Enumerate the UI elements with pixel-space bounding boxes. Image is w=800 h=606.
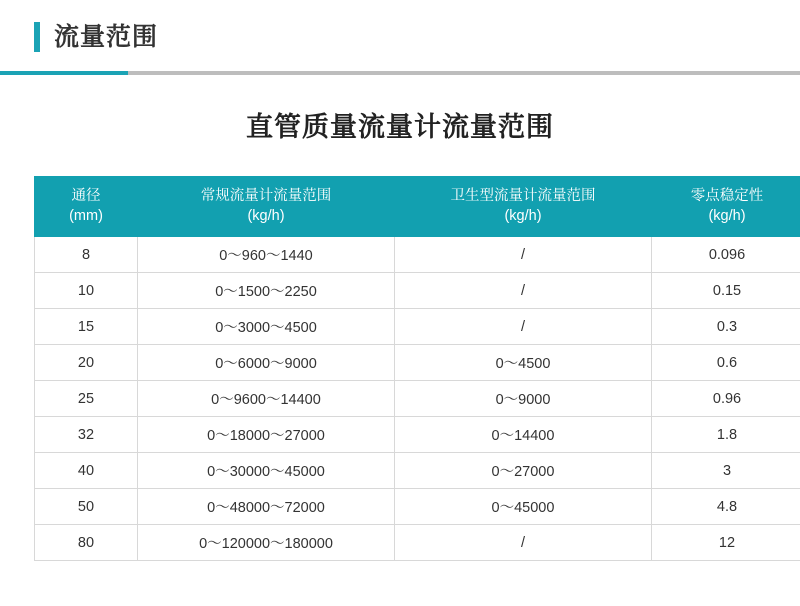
header-divider [0,71,800,75]
column-header-sanitary-range [395,177,652,237]
cell-zero-stability: 1.8 [652,417,800,453]
column-header-zero-stability [652,177,800,237]
cell-standard-range: 0～30000～45000 [138,453,395,489]
column-header-sanitary-range-line2: (kg/h) [504,207,542,224]
cell-diameter: 40 [35,453,138,489]
cell-zero-stability: 3 [652,453,800,489]
column-header-diameter-line1: 通径 [71,188,101,204]
column-header-diameter [35,177,138,237]
cell-standard-range: 0～6000～9000 [138,345,395,381]
table-row [35,345,800,381]
column-header-diameter-line2: (mm) [69,207,103,224]
cell-standard-range: 0～9600～14400 [138,381,395,417]
table-row [35,489,800,525]
cell-standard-range: 0～48000～72000 [138,489,395,525]
cell-sanitary-range: / [395,237,652,273]
header-accent-bar [34,22,40,52]
column-header-standard-range-line2: (kg/h) [247,207,285,224]
cell-diameter: 8 [35,237,138,273]
table-body [35,237,800,561]
flow-range-table [34,176,800,561]
table-row [35,453,800,489]
table-row [35,417,800,453]
cell-diameter: 15 [35,309,138,345]
cell-diameter: 10 [35,273,138,309]
cell-standard-range: 0～3000～4500 [138,309,395,345]
cell-zero-stability: 0.3 [652,309,800,345]
cell-standard-range: 0～120000～180000 [138,525,395,561]
table-row [35,381,800,417]
cell-standard-range: 0～18000～27000 [138,417,395,453]
section-title: 直管质量流量计流量范围 [246,112,554,142]
cell-diameter: 25 [35,381,138,417]
cell-zero-stability: 0.96 [652,381,800,417]
cell-sanitary-range: / [395,309,652,345]
cell-diameter: 80 [35,525,138,561]
cell-zero-stability: 0.096 [652,237,800,273]
cell-zero-stability: 0.15 [652,273,800,309]
header-divider-rest [128,71,800,75]
cell-diameter: 32 [35,417,138,453]
cell-sanitary-range: / [395,273,652,309]
cell-zero-stability: 12 [652,525,800,561]
table-row [35,237,800,273]
cell-standard-range: 0～1500～2250 [138,273,395,309]
column-header-standard-range-line1: 常规流量计流量范围 [200,188,332,204]
column-header-sanitary-range-line1: 卫生型流量计流量范围 [450,188,596,204]
page-header [0,0,800,52]
cell-standard-range: 0～960～1440 [138,237,395,273]
column-header-zero-stability-line1: 零点稳定性 [690,188,764,204]
header-divider-accent [0,71,128,75]
page-title: 流量范围 [54,22,159,51]
table-header [35,177,800,237]
cell-diameter: 20 [35,345,138,381]
cell-sanitary-range: 0～9000 [395,381,652,417]
cell-sanitary-range: 0～27000 [395,453,652,489]
cell-sanitary-range: 0～4500 [395,345,652,381]
flow-range-table-container [34,176,766,561]
cell-zero-stability: 0.6 [652,345,800,381]
cell-sanitary-range: / [395,525,652,561]
cell-sanitary-range: 0～45000 [395,489,652,525]
cell-sanitary-range: 0～14400 [395,417,652,453]
column-header-zero-stability-line2: (kg/h) [708,207,746,224]
table-row [35,273,800,309]
column-header-standard-range [138,177,395,237]
table-row [35,309,800,345]
cell-zero-stability: 4.8 [652,489,800,525]
cell-diameter: 50 [35,489,138,525]
table-row [35,525,800,561]
table-header-row [35,177,800,237]
